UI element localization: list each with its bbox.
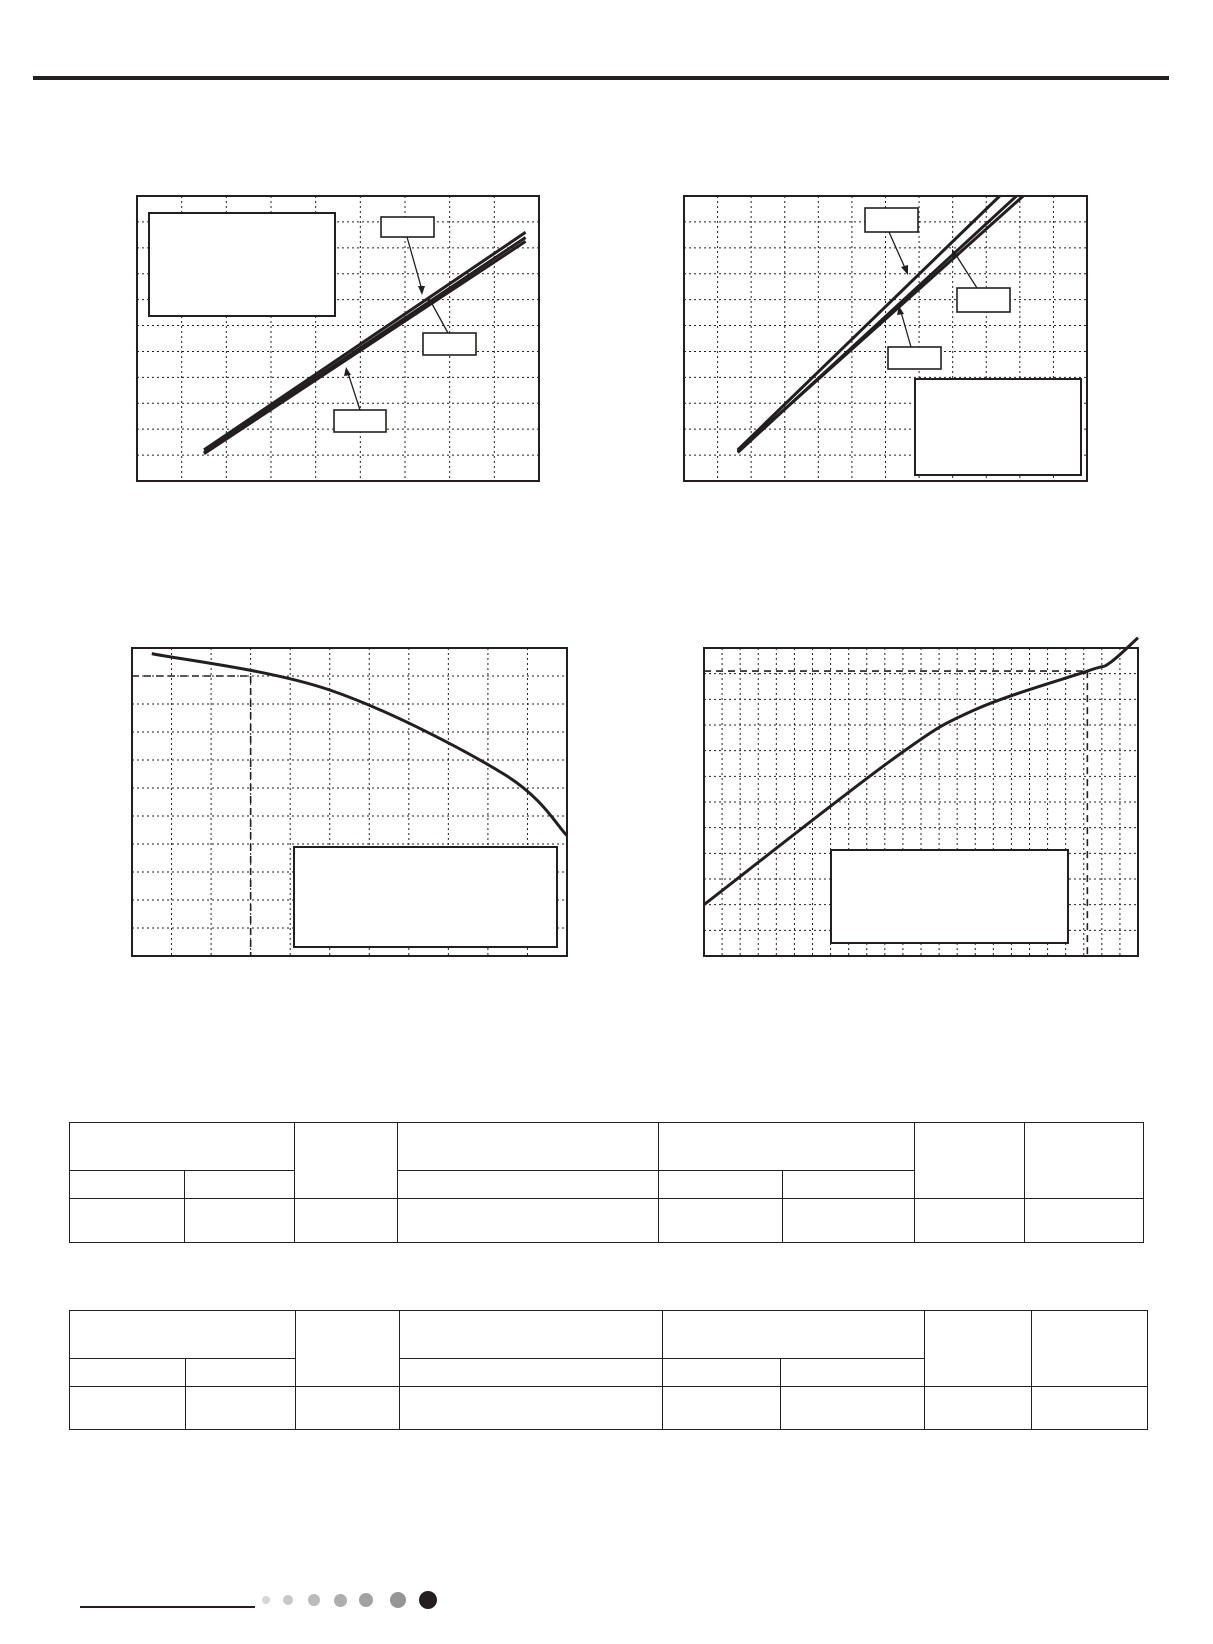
table-header-cell xyxy=(1025,1123,1144,1199)
page-dot xyxy=(390,1592,406,1608)
page-dot xyxy=(359,1593,373,1607)
series-callout-label xyxy=(957,288,1010,312)
page-dot xyxy=(334,1594,347,1607)
page-dot xyxy=(308,1594,320,1606)
table-cell xyxy=(70,1387,186,1430)
chart-legend-box xyxy=(915,379,1081,475)
table-cell xyxy=(70,1199,185,1243)
series-callout-label xyxy=(334,410,386,432)
table-header-cell xyxy=(398,1123,659,1171)
table-subheader-cell xyxy=(781,1359,925,1387)
table-header-cell xyxy=(399,1311,662,1359)
table-subheader-cell xyxy=(185,1359,296,1387)
table-cell xyxy=(399,1387,662,1430)
series-callout-label xyxy=(423,333,476,355)
chart-bottom-left xyxy=(131,647,568,957)
callout-leader xyxy=(348,373,360,410)
callout-leader xyxy=(956,255,977,288)
callout-arrowhead xyxy=(344,367,351,376)
table-cell xyxy=(659,1199,783,1243)
table-subheader-cell xyxy=(70,1359,186,1387)
table-subheader-cell xyxy=(399,1359,662,1387)
table-header-cell xyxy=(70,1311,296,1359)
header-rule xyxy=(33,76,1169,80)
callout-leader xyxy=(889,232,905,268)
table-cell xyxy=(296,1387,399,1430)
table-header-cell xyxy=(295,1123,398,1199)
table-subheader-cell xyxy=(662,1359,781,1387)
series-callout-label xyxy=(888,347,941,369)
series-callout-label xyxy=(865,208,918,232)
table-header-cell xyxy=(915,1123,1025,1199)
table-header-cell xyxy=(70,1123,295,1171)
series-callout-label xyxy=(381,217,434,237)
table-cell xyxy=(783,1199,915,1243)
table-subheader-cell xyxy=(659,1171,783,1199)
table-cell xyxy=(924,1387,1031,1430)
table-cell xyxy=(662,1387,781,1430)
table-cell xyxy=(185,1199,295,1243)
chart-legend-box xyxy=(149,213,335,316)
page-dot xyxy=(262,1596,270,1604)
chart-top-right xyxy=(683,195,1088,482)
table-cell xyxy=(1025,1199,1144,1243)
series-line xyxy=(152,654,567,836)
spec-table-2 xyxy=(69,1310,1148,1430)
chart-legend-box xyxy=(294,847,557,947)
callout-arrowhead xyxy=(418,286,425,295)
table-row xyxy=(70,1199,1144,1243)
table-header-cell xyxy=(662,1311,924,1359)
chart-bottom-right xyxy=(703,647,1139,957)
chart-top-left xyxy=(136,195,540,482)
table-cell xyxy=(185,1387,296,1430)
table-cell xyxy=(295,1199,398,1243)
callout-leader xyxy=(901,312,911,347)
page-dot-active xyxy=(419,1591,437,1609)
table-cell xyxy=(1032,1387,1148,1430)
footer-rule xyxy=(80,1606,255,1608)
callout-leader xyxy=(431,302,448,333)
table-header-cell xyxy=(659,1123,915,1171)
table-cell xyxy=(915,1199,1025,1243)
table-cell xyxy=(398,1199,659,1243)
table-subheader-cell xyxy=(185,1171,295,1199)
table-subheader-cell xyxy=(70,1171,185,1199)
callout-leader xyxy=(407,237,422,290)
table-header-cell xyxy=(1032,1311,1148,1387)
table-subheader-cell xyxy=(398,1171,659,1199)
table-header-cell xyxy=(296,1311,399,1387)
page-dot xyxy=(283,1595,293,1605)
table-subheader-cell xyxy=(783,1171,915,1199)
table-header-cell xyxy=(924,1311,1031,1387)
chart-series-layer xyxy=(152,654,567,836)
table-row xyxy=(70,1387,1148,1430)
table-cell xyxy=(781,1387,925,1430)
spec-table-1 xyxy=(69,1122,1144,1243)
chart-legend-box xyxy=(831,850,1068,943)
